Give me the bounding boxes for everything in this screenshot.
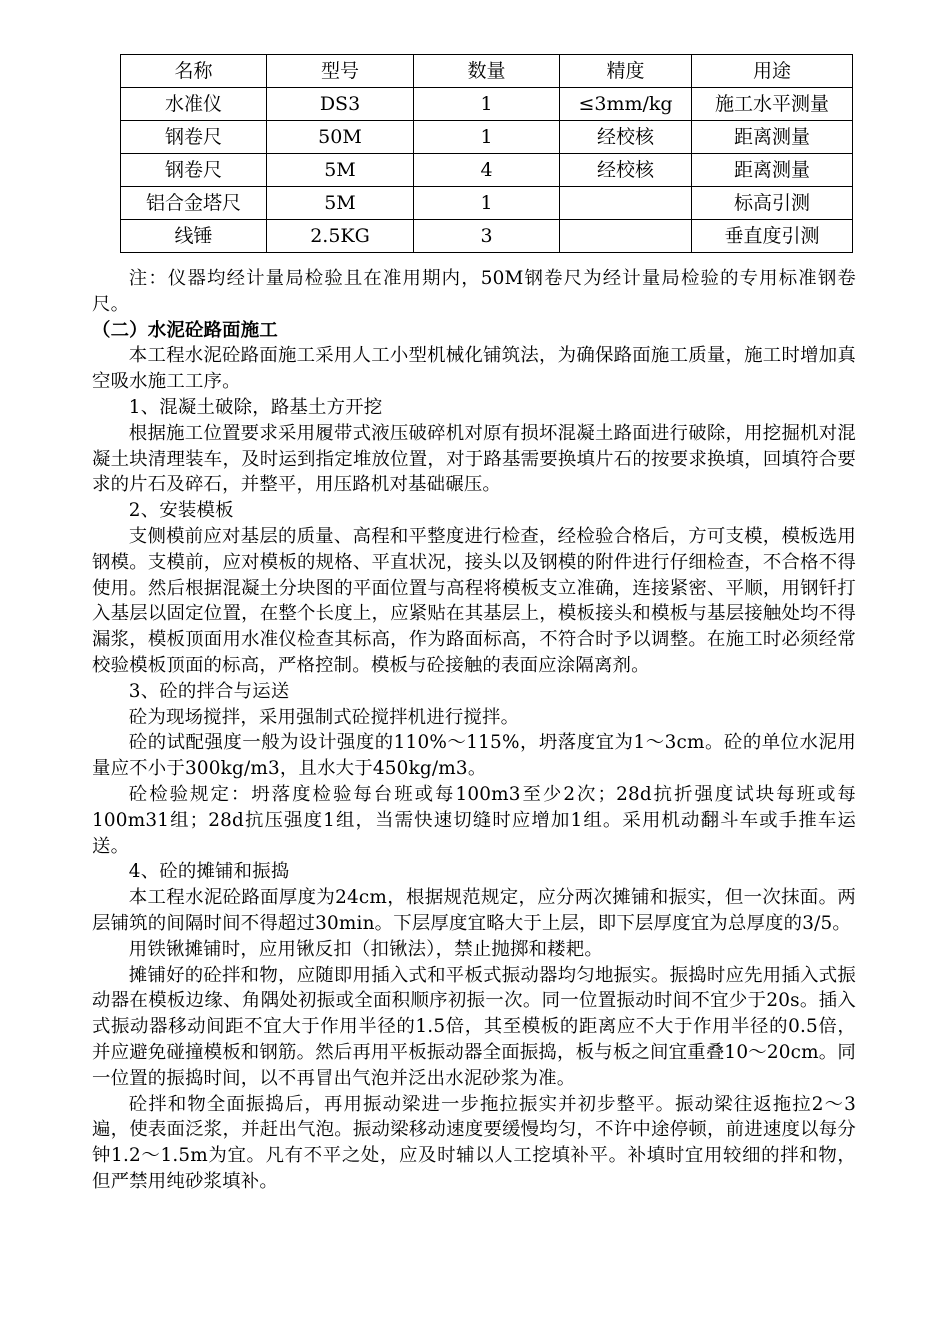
table-cell: 经校核 bbox=[560, 154, 692, 187]
subsection-1-title: 1、混凝土破除，路基土方开挖 bbox=[128, 396, 383, 418]
paragraph: 砼为现场搅拌，采用强制式砼搅拌机进行搅拌。 bbox=[128, 706, 520, 728]
table-row bbox=[121, 154, 853, 187]
table-cell: 1 bbox=[414, 121, 560, 154]
table-cell: 4 bbox=[414, 154, 560, 187]
paragraph: 本工程水泥砼路面厚度为24cm，根据规范规定，应分两次摊铺和振实，但一次抹面。两层铺筑的间隔时间不得超过30min。下层厚度宜略大于上层，即下层厚度宜为总厚度的3/5。 bbox=[92, 887, 856, 934]
table-cell: 1 bbox=[414, 88, 560, 121]
table-cell: 水准仪 bbox=[121, 88, 267, 121]
table-cell: 距离测量 bbox=[692, 154, 853, 187]
paragraph: 根据施工位置要求采用履带式液压破碎机对原有损坏混凝土路面进行破除，用挖掘机对混凝土块清理装车，及时运到指定堆放位置，对于路基需要换填片石的按要求换填，回填符合要求的片石及碎石，并整平，用压路机对基础碾压。 bbox=[92, 422, 856, 496]
table-cell: 铝合金塔尺 bbox=[121, 187, 267, 220]
table-row bbox=[121, 187, 853, 220]
table-cell: 50M bbox=[267, 121, 414, 154]
table-cell: 钢卷尺 bbox=[121, 121, 267, 154]
header-quantity: 数量 bbox=[414, 55, 560, 88]
instrument-table bbox=[120, 54, 853, 253]
subsection-2-title: 2、安装模板 bbox=[128, 500, 234, 522]
header-usage: 用途 bbox=[692, 55, 853, 88]
paragraph: 用铁锹摊铺时，应用锹反扣（扣锹法），禁止抛掷和耧耙。 bbox=[128, 938, 603, 960]
subsection-3-title: 3、砼的拌合与运送 bbox=[128, 680, 290, 702]
table-header-row bbox=[121, 55, 853, 88]
table-cell: 5M bbox=[267, 154, 414, 187]
table-cell: 线锤 bbox=[121, 220, 267, 253]
table-cell: 垂直度引测 bbox=[692, 220, 853, 253]
table-row bbox=[121, 121, 853, 154]
paragraph: 支侧模前应对基层的质量、高程和平整度进行检查，经检验合格后，方可支模，模板选用钢模。支模前，应对模板的规格、平直状况，接头以及钢模的附件进行仔细检查，不合格不得使用。然后根据混凝土分块图的平面位置与高程将模板支立准确，连接紧密、平顺，用钢钎打入基层以固定位置，在整个长度上，应紧贴在其基层上，模板接头和模板与基层接触处均不得漏浆，模板顶面用水准仪检查其标高，作为路面标高，不符合时予以调整。在施工时必须经常校验模板顶面的标高，严格控制。模板与砼接触的表面应涂隔离剂。 bbox=[92, 525, 856, 676]
table-cell: 3 bbox=[414, 220, 560, 253]
table-cell: 经校核 bbox=[560, 121, 692, 154]
table-note: 注：仪器均经计量局检验且在准用期内，50M钢卷尺为经计量局检验的专用标准钢卷尺。 bbox=[92, 268, 856, 315]
table-cell: 5M bbox=[267, 187, 414, 220]
paragraph: 摊铺好的砼拌和物，应随即用插入式和平板式振动器均匀地振实。振捣时应先用插入式振动器在模板边缘、角隅处初振或全面积顺序初振一次。同一位置振动时间不宜少于20s。插入式振动器移动间距不宜大于作用半径的1.5倍，其至模板的距离应不大于作用半径的0.5倍，并应避免碰撞模板和钢筋。然后再用平板振动器全面振捣，板与板之间宜重叠10～20cm。同一位置的振捣时间，以不再冒出气泡并泛出水泥砂浆为准。 bbox=[92, 964, 856, 1089]
header-model: 型号 bbox=[267, 55, 414, 88]
section-title: （二）水泥砼路面施工 bbox=[92, 319, 278, 341]
table-row bbox=[121, 220, 853, 253]
header-precision: 精度 bbox=[560, 55, 692, 88]
table-cell: 2.5KG bbox=[267, 220, 414, 253]
table-cell: DS3 bbox=[267, 88, 414, 121]
table-row bbox=[121, 88, 853, 121]
header-name: 名称 bbox=[121, 55, 267, 88]
table-cell: 施工水平测量 bbox=[692, 88, 853, 121]
paragraph: 砼的试配强度一般为设计强度的110%～115%，坍落度宜为1～3cm。砼的单位水泥用量应不小于300kg/m3，且水大于450kg/m3。 bbox=[92, 732, 856, 780]
table-cell: 钢卷尺 bbox=[121, 154, 267, 187]
table-cell bbox=[560, 220, 692, 253]
paragraph: 砼拌和物全面振捣后，再用振动梁进一步拖拉振实并初步整平。振动梁往返拖拉2～3遍，使表面泛浆，并赶出气泡。振动梁移动速度要缓慢均匀，不许中途停顿，前进速度以每分钟1.2～1.5m为宜。凡有不平之处，应及时辅以人工挖填补平。补填时宜用较细的拌和物，但严禁用纯砂浆填补。 bbox=[92, 1093, 856, 1192]
table-cell: 距离测量 bbox=[692, 121, 853, 154]
table-cell bbox=[560, 187, 692, 220]
table-cell: ≤3mm/kg bbox=[560, 88, 692, 121]
body-text bbox=[92, 266, 856, 1195]
subsection-4-title: 4、砼的摊铺和振捣 bbox=[128, 861, 290, 883]
table-cell: 1 bbox=[414, 187, 560, 220]
paragraph: 砼检验规定：坍落度检验每台班或每100m3至少2次；28d抗折强度试块每班或每100m31组；28d抗压强度1组，当需快速切缝时应增加1组。采用机动翻斗车或手推车运送。 bbox=[92, 783, 856, 857]
intro-paragraph: 本工程水泥砼路面施工采用人工小型机械化铺筑法，为确保路面施工质量，施工时增加真空吸水施工工序。 bbox=[92, 345, 856, 393]
table-cell: 标高引测 bbox=[692, 187, 853, 220]
